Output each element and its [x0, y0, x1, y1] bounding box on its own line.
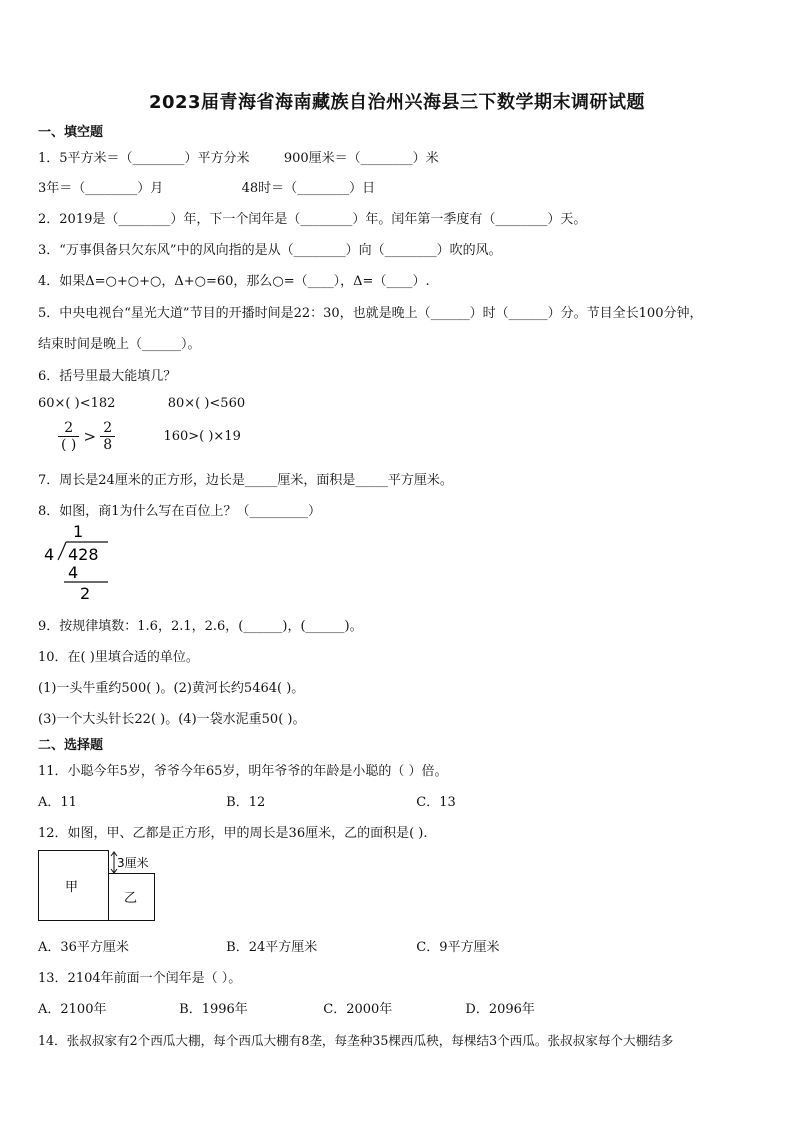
- question-1d: 48时＝（________）日: [241, 181, 376, 196]
- question-6d: 160>( )×19: [163, 429, 241, 444]
- page-title: 2023届青海省海南藏族自治州兴海县三下数学期末调研试题: [148, 92, 646, 113]
- question-5-line-1: 5．中央电视台“星光大道”节目的开播时间是22：30，也就是晚上（______）时（______）分。节目全长100分钟，: [38, 306, 703, 321]
- division-subtrahend: 4: [68, 563, 79, 582]
- option-d: D．2096年: [465, 1002, 535, 1017]
- division-remainder: 2: [80, 584, 91, 603]
- question-11-options: [38, 791, 456, 810]
- question-6b: 80×( )<560: [167, 396, 246, 411]
- question-5-line-2: 结束时间是晚上（______）。: [38, 337, 201, 352]
- fraction-right-numerator: 2: [100, 420, 115, 437]
- division-divisor: 4: [44, 545, 55, 564]
- question-12-options: [38, 936, 500, 955]
- question-1b: 900厘米＝（________）米: [283, 151, 439, 166]
- question-6-row-2: [58, 420, 241, 453]
- fraction-left: [58, 420, 79, 453]
- question-1c: 3年＝（________）月: [38, 181, 164, 196]
- fraction-right: [100, 420, 115, 453]
- fraction-right-denominator: 8: [103, 437, 113, 453]
- question-2: 2．2019是（________）年，下一个闰年是（________）年。闰年第一季度有（________）天。: [38, 212, 587, 227]
- squares-figure: [38, 850, 168, 924]
- question-6: 6．括号里最大能填几？: [38, 369, 177, 384]
- option-b: B．12: [226, 795, 266, 810]
- option-c: C．9平方厘米: [416, 940, 500, 955]
- option-a: A．36平方厘米: [38, 940, 129, 955]
- question-11: 11．小聪今年5岁，爷爷今年65岁，明年爷爷的年龄是小聪的（ ）倍。: [38, 764, 448, 779]
- section-choice: 二、选择题: [38, 738, 104, 753]
- question-13-options: [38, 998, 535, 1017]
- option-a: A．11: [38, 795, 77, 810]
- square-jia-label: 甲: [65, 880, 79, 895]
- question-1a: 1．5平方米＝（________）平方分米: [38, 151, 250, 166]
- fraction-left-numerator: 2: [58, 420, 79, 437]
- question-1-row-2: [38, 177, 375, 196]
- question-9: 9．按规律填数：1.6，2.1，2.6，(______)，(______)。: [38, 619, 363, 634]
- division-bracket: [58, 542, 66, 560]
- dimension-label: 3厘米: [117, 856, 149, 870]
- option-c: C．13: [416, 795, 456, 810]
- question-10: 10．在( )里填合适的单位。: [38, 650, 199, 665]
- question-4: 4．如果Δ=○+○+○，Δ+○=60，那么○=（____），Δ=（____）.: [38, 274, 430, 289]
- option-c: C．2000年: [323, 1002, 393, 1017]
- question-10-row-2: (3)一个大头针长22( )。(4)一袋水泥重50( )。: [38, 712, 306, 727]
- long-division-figure: [38, 520, 128, 602]
- fraction-left-denominator: ( ): [61, 437, 77, 453]
- greater-than-sign: >: [83, 427, 97, 446]
- question-6-row-1: [38, 396, 245, 411]
- question-1-row-1: [38, 147, 439, 166]
- question-13: 13．2104年前面一个闰年是（ ）。: [38, 971, 242, 986]
- option-a: A．2100年: [38, 1002, 107, 1017]
- question-10-row-1: (1)一头牛重约500( )。(2)黄河长约5464( )。: [38, 681, 305, 696]
- question-7: 7．周长是24厘米的正方形，边长是_____厘米，面积是_____平方厘米。: [38, 473, 453, 488]
- division-quotient: 1: [73, 522, 84, 541]
- section-fill-in: 一、填空题: [38, 125, 104, 140]
- question-6a: 60×( )<182: [38, 396, 116, 411]
- square-yi-label: 乙: [124, 891, 138, 906]
- division-dividend: 428: [68, 545, 99, 564]
- option-b: B．1996年: [179, 1002, 248, 1017]
- option-b: B．24平方厘米: [226, 940, 318, 955]
- question-3: 3．“万事俱备只欠东风”中的风向指的是从（________）向（________）吹的风。: [38, 243, 502, 258]
- question-12: 12．如图，甲、乙都是正方形，甲的周长是36厘米，乙的面积是( ).: [38, 826, 428, 841]
- question-8: 8．如图，商1为什么写在百位上？（_________）: [38, 504, 322, 519]
- question-14: 14．张叔叔家有2个西瓜大棚，每个西瓜大棚有8垄，每垄种35棵西瓜秧，每棵结3个西瓜。张叔叔家每个大棚结多: [38, 1033, 674, 1048]
